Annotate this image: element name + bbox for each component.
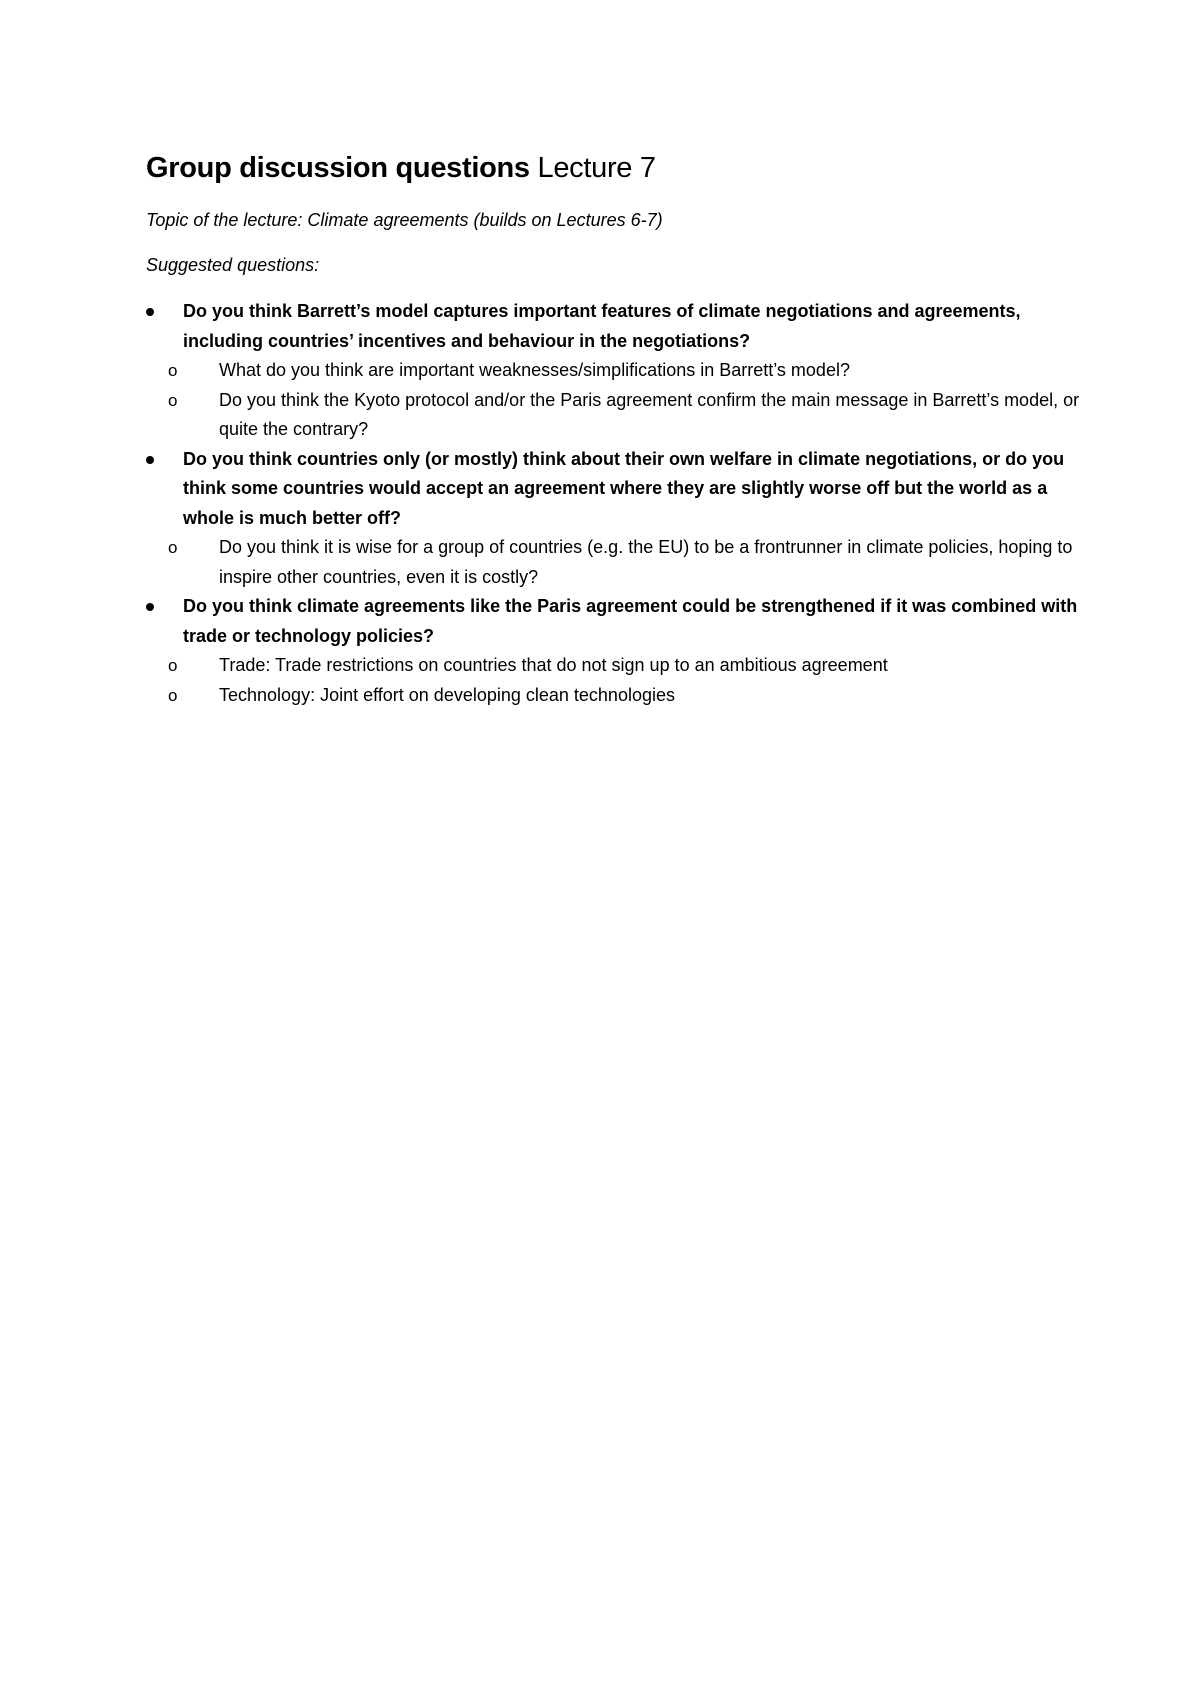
- question-text: Do you think Barrett’s model captures important features of climate negotiations and agreements, including countries’ incentives and behaviour in the negotiations?: [183, 301, 1021, 351]
- page-title-bold: Group discussion questions: [146, 152, 530, 184]
- page-title: [146, 148, 1086, 188]
- sub-question-item: [146, 356, 1086, 386]
- question-list: [146, 297, 1086, 710]
- sub-question-list: [168, 356, 1086, 445]
- question-item-3: [146, 592, 1086, 710]
- circle-bullet-icon: o: [168, 361, 178, 380]
- bullet-icon: [146, 456, 154, 464]
- sub-question-text: Trade: Trade restrictions on countries that do not sign up to an ambitious agreement: [219, 655, 888, 675]
- question-item-1: [146, 297, 1086, 445]
- sub-question-text: Technology: Joint effort on developing clean technologies: [219, 684, 675, 705]
- suggested-questions-label: Suggested questions:: [146, 255, 320, 275]
- circle-bullet-icon: o: [168, 685, 178, 705]
- question-text: Do you think countries only (or mostly) think about their own welfare in climate negotiations, or do you think some countries would accept an agreement where they are slightly worse off but the world as a whole is much better off?: [183, 448, 1065, 528]
- question-item-2: [146, 445, 1086, 593]
- sub-question-text: Do you think it is wise for a group of countries (e.g. the EU) to be a frontrunner in climate policies, hoping to inspire other countries, even it is costly?: [219, 537, 1073, 587]
- sub-question-item: [146, 651, 1086, 681]
- question-text: Do you think climate agreements like the Paris agreement could be strengthened if it was combined with trade or technology policies?: [183, 596, 1078, 646]
- sub-question-text: What do you think are important weaknesses/simplifications in Barrett’s model?: [219, 360, 850, 380]
- circle-bullet-icon: o: [168, 390, 178, 410]
- sub-question-item: [146, 681, 1086, 711]
- lecture-topic: Topic of the lecture: Climate agreements (builds on Lectures 6-7): [146, 210, 663, 230]
- circle-bullet-icon: o: [168, 656, 178, 675]
- sub-question-item: [146, 386, 1086, 445]
- page-title-rest: Lecture 7: [529, 152, 656, 184]
- document-content: [146, 148, 1086, 710]
- circle-bullet-icon: o: [168, 538, 178, 557]
- sub-question-text: Do you think the Kyoto protocol and/or the Paris agreement confirm the main message in Barrett’s model, or quite the contrary?: [219, 389, 1080, 439]
- sub-question-list: [168, 651, 1086, 710]
- sub-question-list: [168, 533, 1086, 592]
- bullet-icon: [146, 308, 154, 316]
- sub-question-item: [146, 533, 1086, 592]
- bullet-icon: [146, 603, 154, 611]
